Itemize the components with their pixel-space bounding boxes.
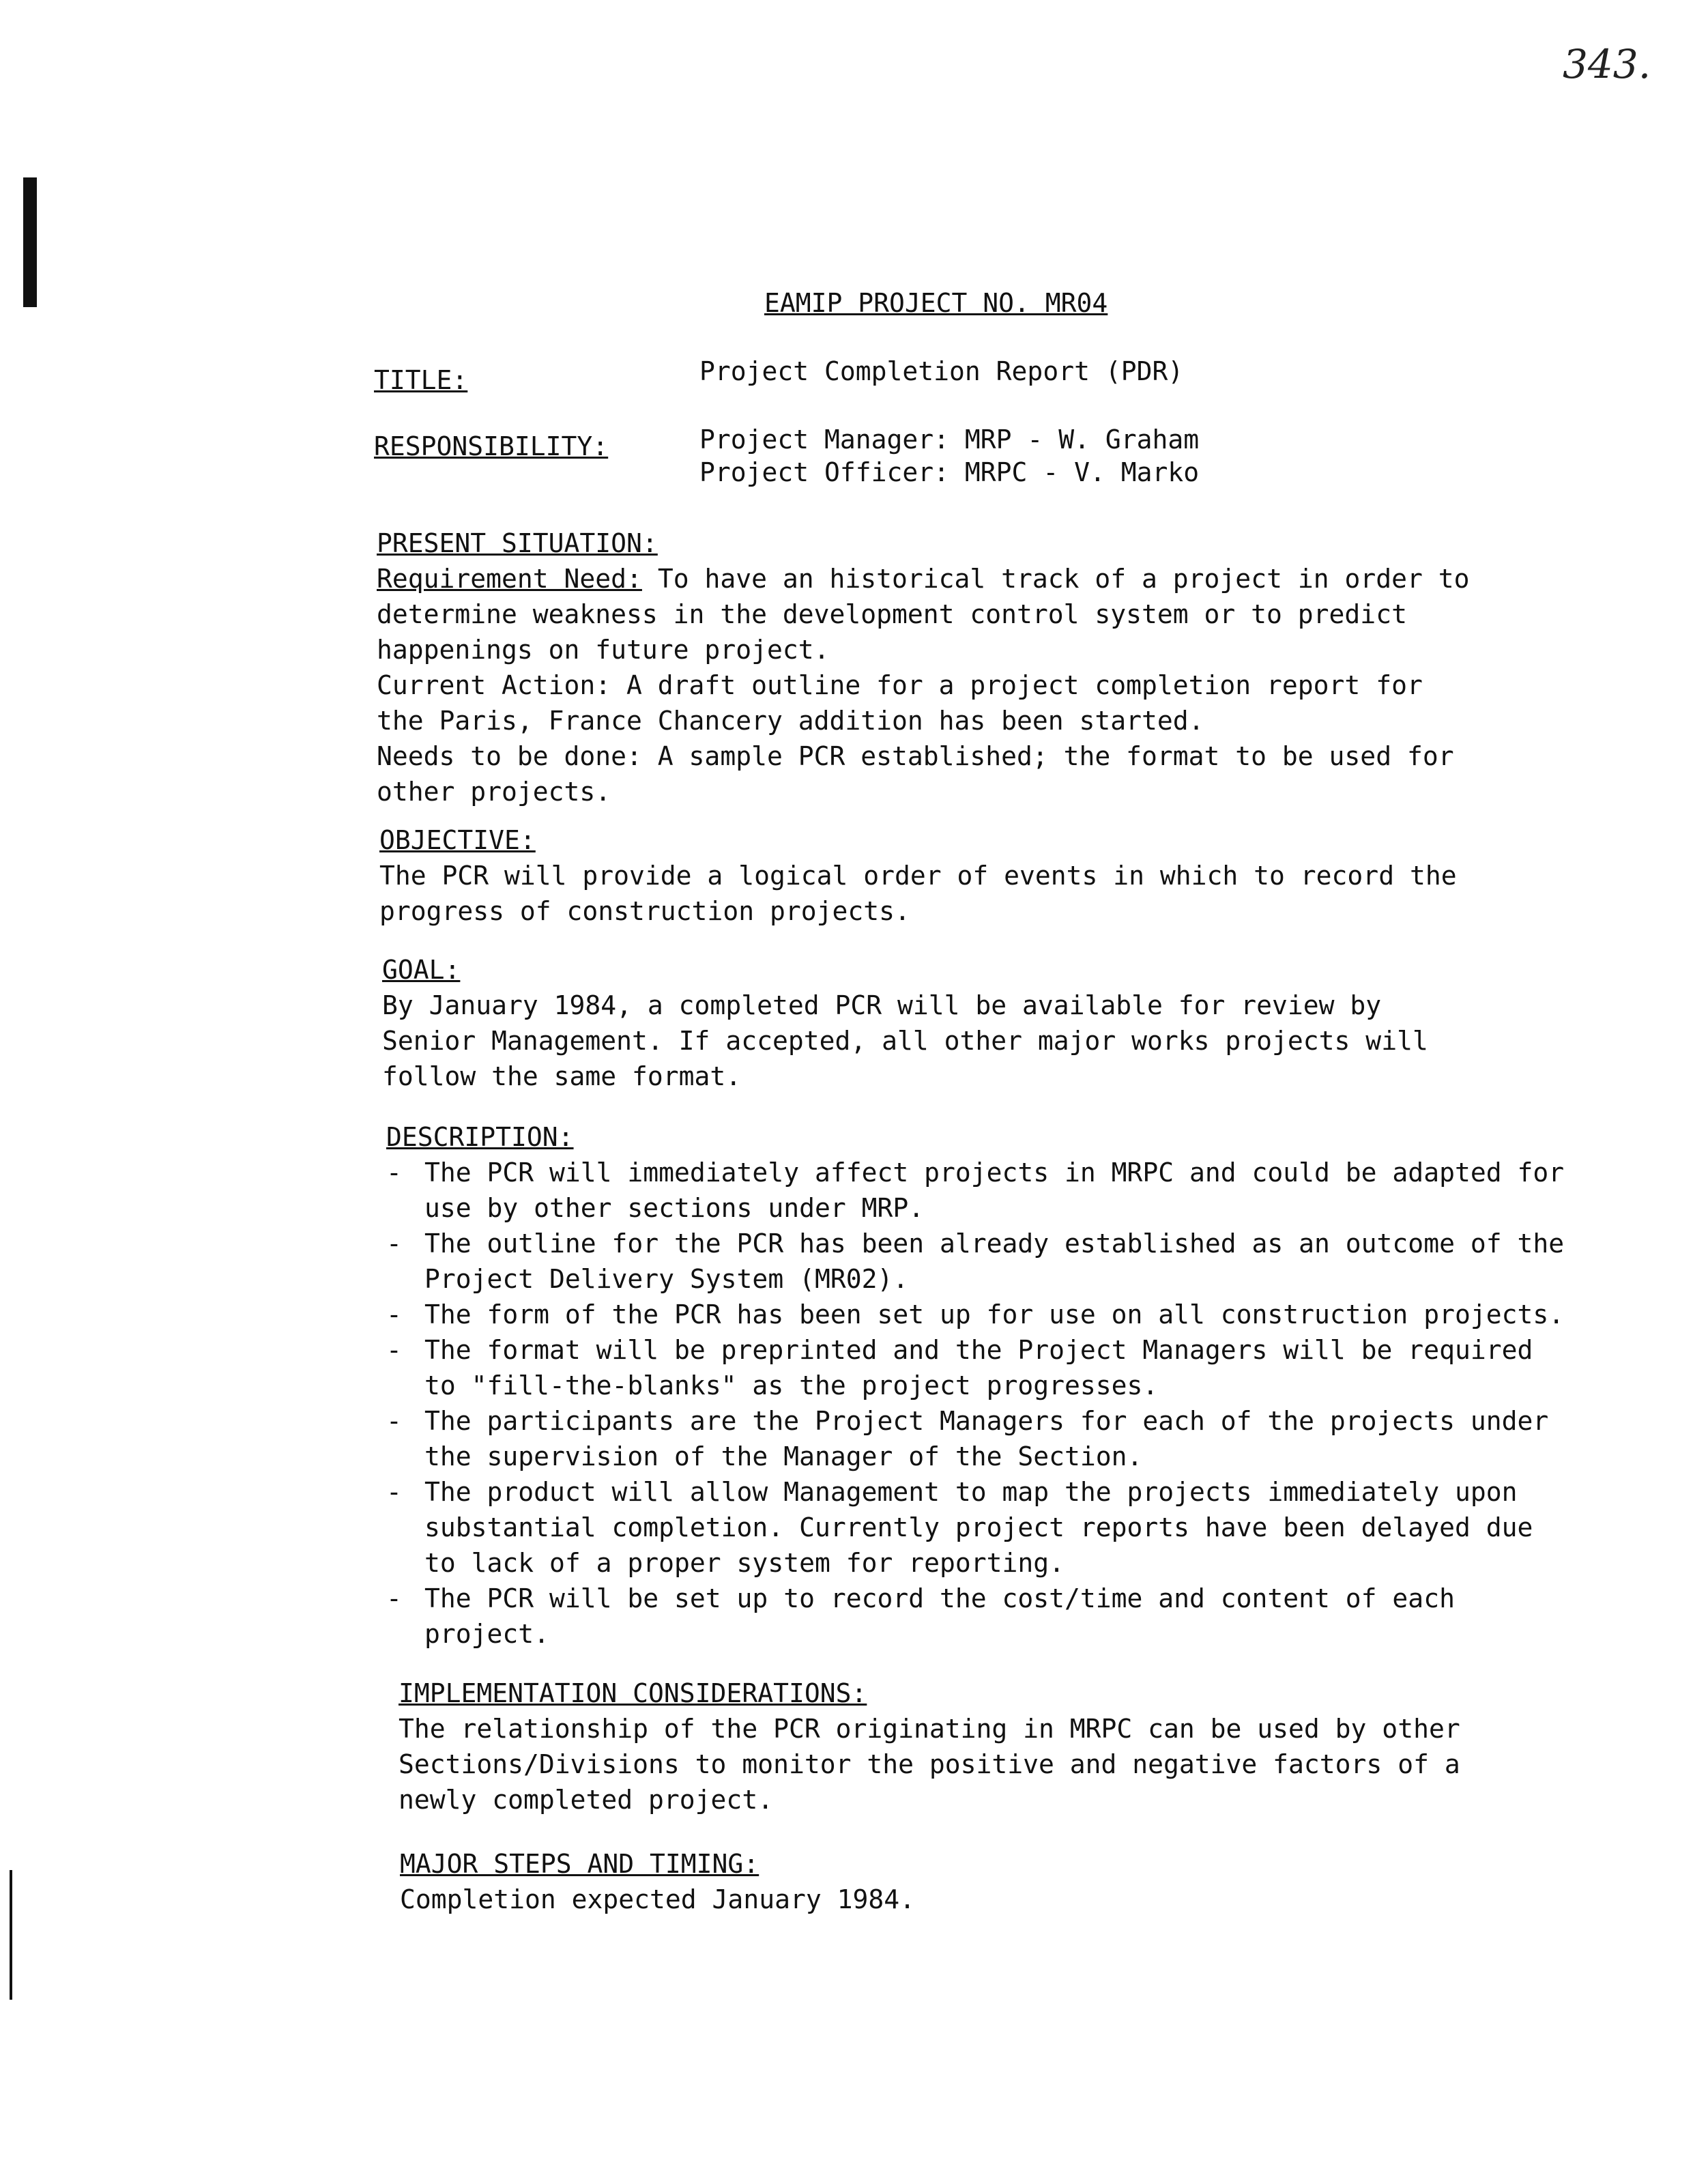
major-steps-section: [400, 1846, 1601, 1917]
text-line: the Paris, France Chancery addition has been started.: [377, 706, 1204, 736]
requirement-need-text: To have an historical track of a project in order to: [657, 564, 1470, 594]
list-item: - The PCR will be set up to record the cost/time and content of each project.: [386, 1583, 1455, 1649]
list-item: - The form of the PCR has been set up for use on all construction projects.: [386, 1299, 1565, 1330]
title-label: TITLE:: [374, 365, 468, 395]
text-line: happenings on future project.: [377, 635, 830, 665]
list-item: - The PCR will immediately affect projects in MRPC and could be adapted for use by other sections under MRP.: [386, 1158, 1565, 1223]
list-item: - The participants are the Project Managers for each of the projects under the supervision of the Manager of the Section.: [386, 1406, 1549, 1471]
section-title: MAJOR STEPS AND TIMING:: [400, 1849, 759, 1879]
present-situation-section: [377, 526, 1578, 809]
text-line: progress of construction projects.: [379, 896, 910, 926]
project-manager: Project Manager: MRP - W. Graham: [699, 425, 1200, 455]
list-item: - The outline for the PCR has been already established as an outcome of the Project Delivery System (MR02).: [386, 1228, 1565, 1294]
description-section: [386, 1119, 1574, 1652]
list-item-text: The participants are the Project Managers for each of the projects under the supervision of the Manager of the Section.: [424, 1406, 1549, 1471]
responsibility-label: RESPONSIBILITY:: [374, 431, 609, 461]
text-line: The PCR will provide a logical order of events in which to record the: [379, 861, 1457, 891]
text-line: Completion expected January 1984.: [400, 1884, 915, 1914]
section-title: IMPLEMENTATION CONSIDERATIONS:: [399, 1678, 867, 1708]
section-title: DESCRIPTION:: [386, 1122, 574, 1152]
objective-section: [379, 822, 1580, 929]
goal-section: [382, 952, 1583, 1094]
project-officer: Project Officer: MRPC - V. Marko: [699, 457, 1200, 487]
section-title: GOAL:: [382, 955, 461, 985]
text-line: By January 1984, a completed PCR will be available for review by: [382, 990, 1382, 1020]
text-line: follow the same format.: [382, 1061, 742, 1091]
text-line: determine weakness in the development control system or to predict: [377, 599, 1407, 629]
scan-margin-mark: [23, 177, 37, 307]
title-value: Project Completion Report (PDR): [699, 356, 1184, 386]
scan-margin-mark: [10, 1870, 12, 2000]
list-item: - The product will allow Management to map the projects immediately upon substantial completion. Currently project reports have been delayed due to lack of a proper system for reporting.: [386, 1477, 1533, 1578]
list-item-text: The form of the PCR has been set up for use on all construction projects.: [424, 1299, 1565, 1330]
description-list: [386, 1155, 1574, 1652]
implementation-section: [399, 1676, 1600, 1817]
list-item-text: The PCR will be set up to record the cost/time and content of each project.: [424, 1583, 1455, 1649]
list-item-text: The product will allow Management to map the projects immediately upon substantial completion. Currently project reports have been delayed due to lack of a proper system for reporting.: [424, 1477, 1533, 1578]
requirement-need-label: Requirement Need:: [377, 564, 642, 594]
text-line: Senior Management. If accepted, all other major works projects will: [382, 1026, 1428, 1056]
requirement-need: [377, 561, 1578, 597]
list-item-text: The PCR will immediately affect projects in MRPC and could be adapted for use by other sections under MRP.: [424, 1158, 1565, 1223]
current-action: Current Action: A draft outline for a project completion report for: [377, 670, 1423, 700]
needs-to-be-done: Needs to be done: A sample PCR established; the format to be used for: [377, 741, 1454, 771]
page-number: 343.: [1563, 41, 1651, 87]
list-item-text: The outline for the PCR has been already established as an outcome of the Project Delivery System (MR02).: [424, 1228, 1565, 1294]
text-line: Sections/Divisions to monitor the positive and negative factors of a: [399, 1749, 1460, 1779]
list-item-text: The format will be preprinted and the Project Managers will be required to "fill-the-blanks" as the project progresses.: [424, 1335, 1533, 1400]
text-line: newly completed project.: [399, 1785, 774, 1815]
text-line: The relationship of the PCR originating in MRPC can be used by other: [399, 1714, 1460, 1744]
section-title: PRESENT SITUATION:: [377, 528, 658, 558]
text-line: other projects.: [377, 777, 611, 807]
document-heading: EAMIP PROJECT NO. MR04: [764, 288, 1108, 318]
section-title: OBJECTIVE:: [379, 825, 536, 855]
list-item: - The format will be preprinted and the Project Managers will be required to "fill-the-blanks" as the project progresses.: [386, 1335, 1533, 1400]
